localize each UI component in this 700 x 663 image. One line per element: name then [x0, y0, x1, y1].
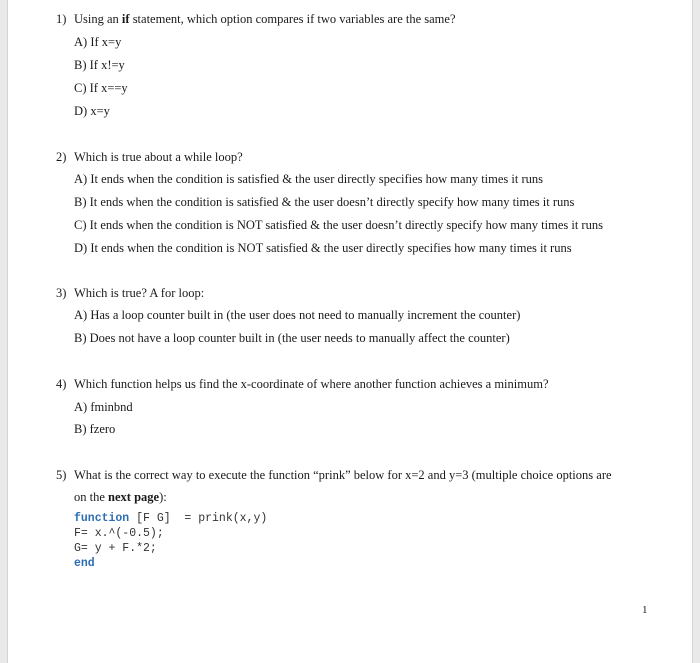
code-line-4: [74, 556, 95, 571]
question-1-number: 1): [56, 12, 67, 26]
question-3-option-a: A) Has a loop counter built in (the user does not need to manually increment the counter): [74, 308, 521, 322]
question-1-option-a: A) If x=y: [74, 35, 122, 49]
question-2-number: 2): [56, 150, 67, 164]
question-3-number: 3): [56, 286, 67, 300]
page-number: 1: [642, 604, 648, 616]
question-1-option-b: B) If x!=y: [74, 58, 125, 72]
question-1-prompt: Using an if statement, which option compares if two variables are the same?: [74, 12, 456, 26]
question-3-prompt: Which is true? A for loop:: [74, 286, 205, 300]
code-line-2: F= x.^(-0.5);: [74, 527, 164, 540]
question-2-option-a: A) It ends when the condition is satisfied & the user directly specifies how many times it runs: [74, 172, 544, 186]
code-line-1: function [F G] = prink(x,y): [74, 512, 268, 525]
question-2-option-c: C) It ends when the condition is NOT satisfied & the user doesn’t directly specify how many times it runs: [74, 218, 603, 232]
question-2-option-b: B) It ends when the condition is satisfied & the user doesn’t directly specify how many times it runs: [74, 195, 575, 209]
question-5-prompt-line2: on the next page):: [74, 490, 167, 504]
question-5-number: 5): [56, 468, 67, 482]
question-2-option-d: D) It ends when the condition is NOT satisfied & the user directly specifies how many times it runs: [74, 241, 572, 255]
question-4-option-a: A) fminbnd: [74, 400, 133, 414]
question-4-option-b: B) fzero: [74, 422, 116, 436]
question-3-option-b: B) Does not have a loop counter built in (the user needs to manually affect the counter): [74, 331, 510, 345]
question-1-option-d: D) x=y: [74, 104, 110, 118]
question-5-prompt-line1: What is the correct way to execute the function “prink” below for x=2 and y=3 (multiple choice options are: [74, 468, 612, 482]
question-4-prompt: Which function helps us find the x-coordinate of where another function achieves a minimum?: [74, 377, 549, 391]
code-keyword-end: end: [74, 557, 95, 570]
question-2-prompt: Which is true about a while loop?: [74, 150, 243, 164]
question-4-number: 4): [56, 377, 67, 391]
document-page: [7, 0, 693, 663]
code-keyword-function: function: [74, 512, 130, 525]
question-1-option-c: C) If x==y: [74, 81, 128, 95]
code-line-3: G= y + F.*2;: [74, 542, 157, 555]
